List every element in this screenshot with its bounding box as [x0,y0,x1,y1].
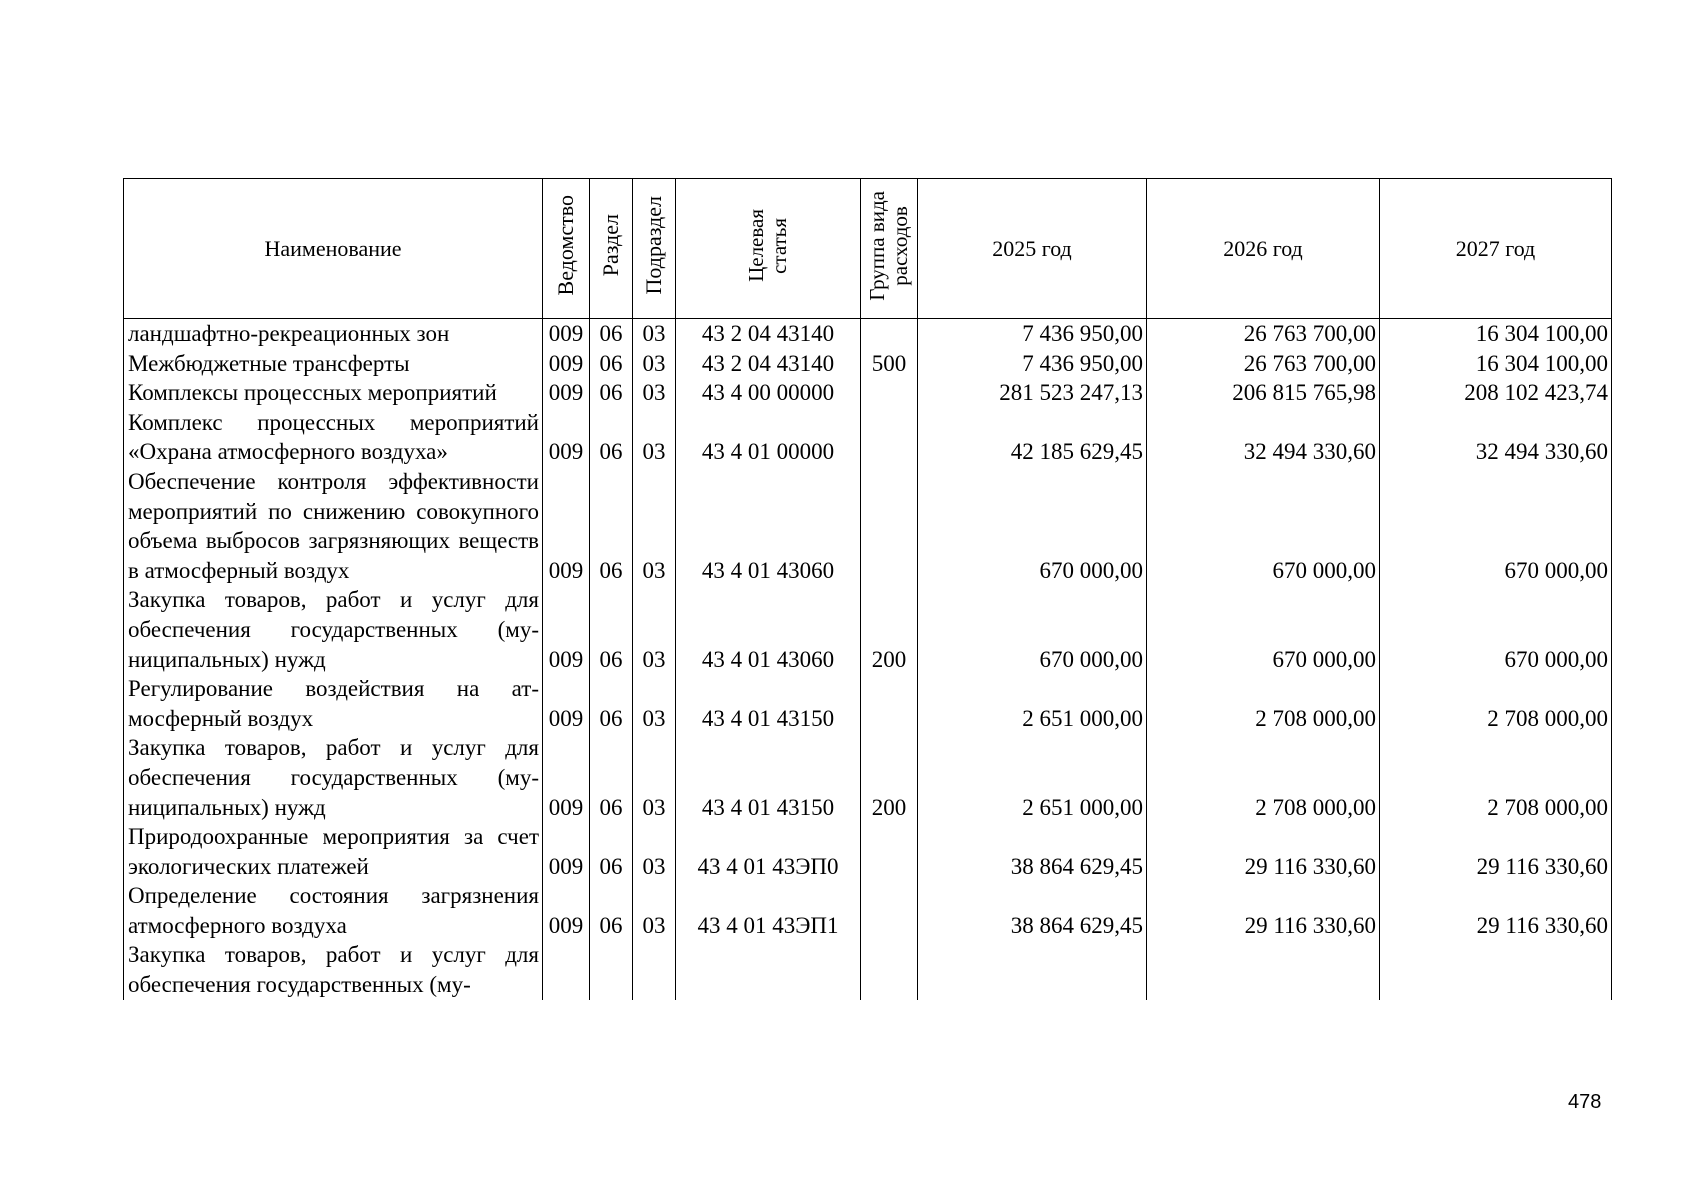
row-name: Природоохранные мероприятия за счет экологических платежей [124,822,543,881]
row-expense-group [861,378,918,408]
row-amount-2026: 2 708 000,00 [1147,674,1380,733]
row-department: 009 [543,822,590,881]
row-subsection: 03 [633,319,676,349]
header-group-line2: расходов [888,205,912,286]
header-target-line1: Целевая [744,209,768,282]
row-subsection: 03 [633,822,676,881]
row-amount-2025: 281 523 247,13 [918,378,1147,408]
row-name: Обеспечение контроля эффективности мероприятий по снижению совокупного объема выбросов загрязняющих веществ в атмосферный воздух [124,467,543,585]
row-subsection: 03 [633,881,676,940]
row-expense-group [861,822,918,881]
row-amount-2026: 26 763 700,00 [1147,319,1380,349]
header-year-2027: 2027 год [1380,179,1612,319]
row-name: Комплекс процессных мероприятий «Охрана атмосферного воздуха» [124,408,543,467]
table-row [124,378,1612,408]
row-department [543,940,590,1000]
row-department: 009 [543,378,590,408]
row-target-article: 43 4 01 43ЭП0 [676,822,861,881]
row-subsection: 03 [633,349,676,379]
row-amount-2025: 42 185 629,45 [918,408,1147,467]
row-name: Регулирование воздействия на атмосферный воздух [124,674,543,733]
row-section: 06 [590,822,633,881]
row-amount-2026: 26 763 700,00 [1147,349,1380,379]
row-amount-2027: 16 304 100,00 [1380,349,1612,379]
header-expense-group [861,179,918,319]
row-section: 06 [590,881,633,940]
row-subsection: 03 [633,467,676,585]
row-target-article: 43 4 01 43060 [676,585,861,674]
row-target-article: 43 4 01 43150 [676,733,861,822]
row-amount-2027: 2 708 000,00 [1380,674,1612,733]
row-amount-2025: 2 651 000,00 [918,674,1147,733]
page-number: 478 [1568,1091,1602,1113]
row-amount-2027: 32 494 330,60 [1380,408,1612,467]
table-row [124,881,1612,940]
row-amount-2027: 16 304 100,00 [1380,319,1612,349]
row-amount-2027 [1380,940,1612,1000]
table-row [124,319,1612,349]
row-amount-2025: 38 864 629,45 [918,822,1147,881]
row-department: 009 [543,585,590,674]
row-amount-2025: 7 436 950,00 [918,349,1147,379]
header-section [590,179,633,319]
row-department: 009 [543,319,590,349]
row-department: 009 [543,467,590,585]
row-department: 009 [543,408,590,467]
header-section-label: Раздел [598,214,623,277]
row-expense-group [861,881,918,940]
header-department [543,179,590,319]
row-amount-2027: 670 000,00 [1380,467,1612,585]
row-expense-group [861,940,918,1000]
header-year-2025: 2025 год [918,179,1147,319]
row-expense-group: 200 [861,585,918,674]
row-department: 009 [543,349,590,379]
row-amount-2025 [918,940,1147,1000]
row-section: 06 [590,467,633,585]
row-subsection: 03 [633,733,676,822]
row-amount-2026: 670 000,00 [1147,585,1380,674]
row-target-article [676,940,861,1000]
row-expense-group [861,467,918,585]
row-amount-2027: 670 000,00 [1380,585,1612,674]
header-year-2026: 2026 год [1147,179,1380,319]
row-name: Комплексы процессных мероприятий [124,378,543,408]
row-amount-2025: 38 864 629,45 [918,881,1147,940]
row-department: 009 [543,881,590,940]
row-amount-2027: 2 708 000,00 [1380,733,1612,822]
row-target-article: 43 4 01 00000 [676,408,861,467]
row-name: ландшафтно-рекреационных зон [124,319,543,349]
row-expense-group: 500 [861,349,918,379]
row-amount-2026: 206 815 765,98 [1147,378,1380,408]
row-amount-2026: 670 000,00 [1147,467,1380,585]
row-section: 06 [590,585,633,674]
row-department: 009 [543,733,590,822]
row-subsection [633,940,676,1000]
header-department-label: Ведомство [553,195,578,296]
header-target-article [676,179,861,319]
row-target-article: 43 2 04 43140 [676,349,861,379]
row-section: 06 [590,733,633,822]
row-name: Закупка товаров, работ и услуг для обеспечения государственных (муниципальных) нужд [124,585,543,674]
row-target-article: 43 2 04 43140 [676,319,861,349]
row-amount-2025: 670 000,00 [918,585,1147,674]
row-amount-2027: 29 116 330,60 [1380,822,1612,881]
row-expense-group [861,674,918,733]
row-name: Межбюджетные трансферты [124,349,543,379]
header-group-line1: Группа вида [865,190,889,301]
header-subsection [633,179,676,319]
row-amount-2027: 208 102 423,74 [1380,378,1612,408]
row-section: 06 [590,674,633,733]
row-amount-2026 [1147,940,1380,1000]
row-section: 06 [590,349,633,379]
row-target-article: 43 4 01 43150 [676,674,861,733]
row-subsection: 03 [633,585,676,674]
table-row [124,349,1612,379]
row-section: 06 [590,319,633,349]
row-amount-2027: 29 116 330,60 [1380,881,1612,940]
header-subsection-label: Подраздел [641,196,666,295]
table-row [124,585,1612,674]
table-body [124,319,1612,1001]
table-row [124,674,1612,733]
header-group-label [866,191,912,301]
row-target-article: 43 4 00 00000 [676,378,861,408]
row-name: Определение состояния загрязнения атмосферного воздуха [124,881,543,940]
table-row [124,822,1612,881]
table-row [124,940,1612,1000]
row-target-article: 43 4 01 43ЭП1 [676,881,861,940]
row-amount-2026: 2 708 000,00 [1147,733,1380,822]
header-name: Наименование [124,179,543,319]
row-name: Закупка товаров, работ и услуг для обеспечения государственных (муниципальных) нужд [124,733,543,822]
row-section [590,940,633,1000]
row-amount-2025: 7 436 950,00 [918,319,1147,349]
header-target-line2: статья [767,217,791,274]
row-section: 06 [590,408,633,467]
row-subsection: 03 [633,674,676,733]
budget-table [123,178,1612,1000]
row-name: Закупка товаров, работ и услуг для обеспечения государственных (му- [124,940,543,1000]
row-subsection: 03 [633,378,676,408]
table-row [124,467,1612,585]
row-amount-2026: 32 494 330,60 [1147,408,1380,467]
row-expense-group: 200 [861,733,918,822]
table-row [124,408,1612,467]
row-subsection: 03 [633,408,676,467]
row-amount-2026: 29 116 330,60 [1147,881,1380,940]
table-header-row [124,179,1612,319]
table-row [124,733,1612,822]
row-expense-group [861,319,918,349]
row-amount-2025: 670 000,00 [918,467,1147,585]
row-amount-2026: 29 116 330,60 [1147,822,1380,881]
row-section: 06 [590,378,633,408]
row-amount-2025: 2 651 000,00 [918,733,1147,822]
row-department: 009 [543,674,590,733]
row-expense-group [861,408,918,467]
row-target-article: 43 4 01 43060 [676,467,861,585]
header-target-label [745,209,791,282]
